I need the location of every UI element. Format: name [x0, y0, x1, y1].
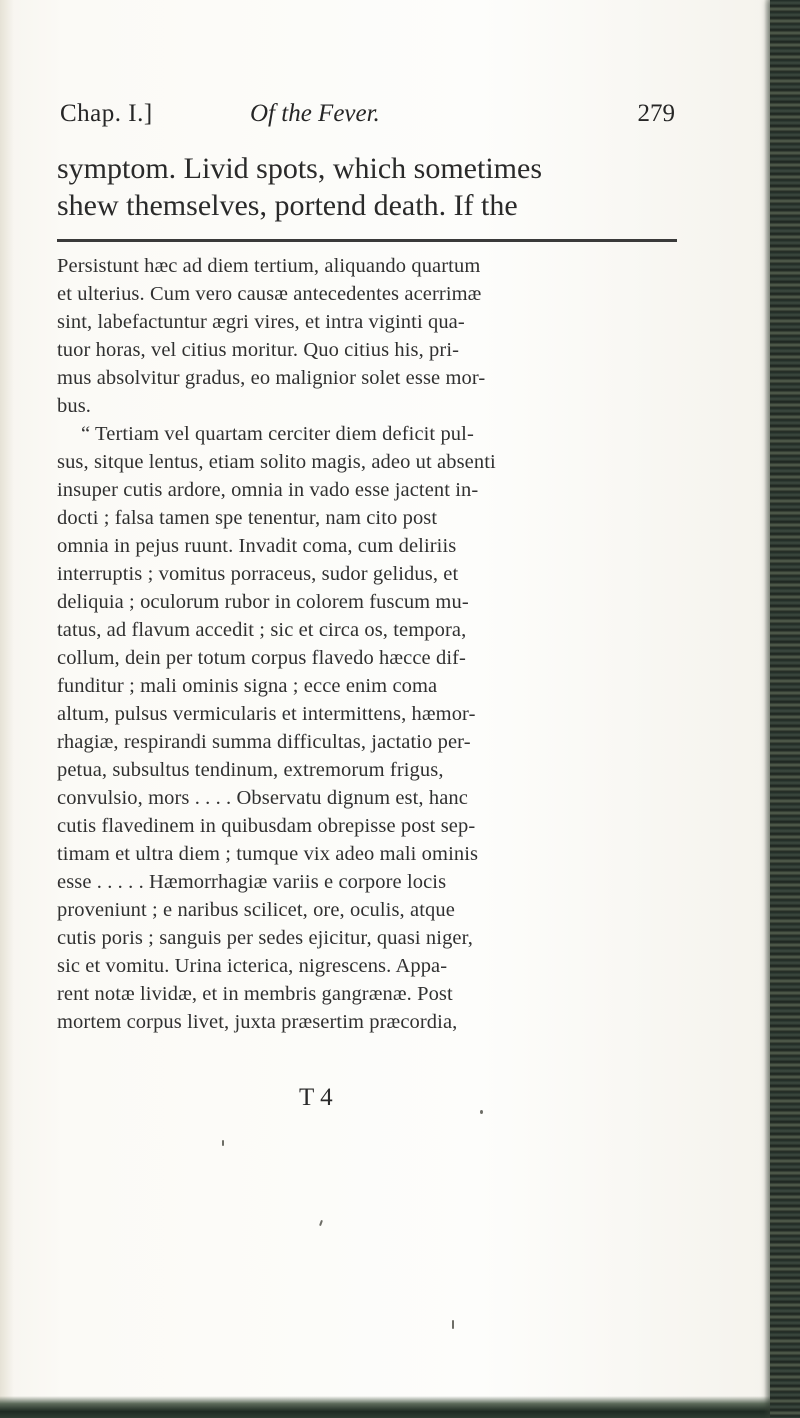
- footnote-line: rhagiæ, respirandi summa difficultas, jactatio per-: [57, 731, 471, 753]
- footnote-block: [57, 252, 682, 1036]
- footnote-line: petua, subsultus tendinum, extremorum frigus,: [57, 759, 444, 781]
- body-text: [57, 150, 682, 224]
- footnote-line: proveniunt ; e naribus scilicet, ore, oculis, atque: [57, 899, 455, 921]
- footnote-line: bus.: [57, 395, 92, 417]
- paper-speck: [480, 1110, 483, 1114]
- footnote-line: deliquia ; oculorum rubor in colorem fuscum mu-: [57, 591, 469, 613]
- footnote-line: cutis poris ; sanguis per sedes ejicitur, quasi niger,: [57, 927, 473, 949]
- footnote-line: tatus, ad flavum accedit ; sic et circa os, tempora,: [57, 619, 467, 641]
- footnote-line: cutis flavedinem in quibusdam obrepisse post sep-: [57, 815, 476, 837]
- footnote-line: sic et vomitu. Urina icterica, nigrescens. Appa-: [57, 955, 448, 977]
- paper-speck: [222, 1140, 224, 1146]
- page-fold-shadow: [0, 0, 14, 1418]
- running-header: [60, 100, 675, 140]
- footnote-line: interruptis ; vomitus porraceus, sudor gelidus, et: [57, 563, 459, 585]
- book-binding-edge: [770, 0, 800, 1418]
- scan-bottom-edge: [0, 1396, 800, 1418]
- paper-speck: [452, 1320, 454, 1329]
- footnote-line: tuor horas, vel citius moritur. Quo citius his, pri-: [57, 339, 460, 361]
- body-line: shew themselves, portend death. If the: [57, 189, 518, 222]
- footnote-line: docti ; falsa tamen spe tenentur, nam cito post: [57, 507, 438, 529]
- footnote-line: mus absolvitur gradus, eo malignior solet esse mor-: [57, 367, 486, 389]
- footnote-line: Persistunt hæc ad diem tertium, aliquando quartum: [57, 255, 481, 277]
- chapter-label: Chap. I.]: [60, 100, 153, 127]
- page-number: 279: [637, 100, 675, 127]
- signature-mark: T 4: [299, 1084, 333, 1111]
- footnote-line: “ Tertiam vel quartam cerciter diem deficit pul-: [81, 423, 474, 445]
- footnote-line: timam et ultra diem ; tumque vix adeo mali ominis: [57, 843, 479, 865]
- running-title: Of the Fever.: [250, 100, 380, 127]
- footnote-line: insuper cutis ardore, omnia in vado esse jactent in-: [57, 479, 479, 501]
- footnote-line: funditur ; mali ominis signa ; ecce enim coma: [57, 675, 438, 697]
- footnote-line: convulsio, mors . . . . Observatu dignum est, hanc: [57, 787, 468, 809]
- body-line: symptom. Livid spots, which sometimes: [57, 152, 542, 185]
- footnote-line: et ulterius. Cum vero causæ antecedentes acerrimæ: [57, 283, 482, 305]
- footnote-rule: [57, 239, 677, 242]
- footnote-line: esse . . . . . Hæmorrhagiæ variis e corpore locis: [57, 871, 447, 893]
- footnote-line: rent notæ lividæ, et in membris gangrænæ. Post: [57, 983, 453, 1005]
- footnote-line: collum, dein per totum corpus flavedo hæcce dif-: [57, 647, 466, 669]
- footnote-line: sus, sitque lentus, etiam solito magis, adeo ut absenti: [57, 451, 496, 473]
- footnote-line: altum, pulsus vermicularis et intermittens, hæmor-: [57, 703, 476, 725]
- footnote-line: mortem corpus livet, juxta præsertim præcordia,: [57, 1011, 458, 1033]
- footnote-line: sint, labefactuntur ægri vires, et intra viginti qua-: [57, 311, 465, 333]
- footnote-line: omnia in pejus ruunt. Invadit coma, cum deliriis: [57, 535, 457, 557]
- paper-speck: [319, 1220, 323, 1226]
